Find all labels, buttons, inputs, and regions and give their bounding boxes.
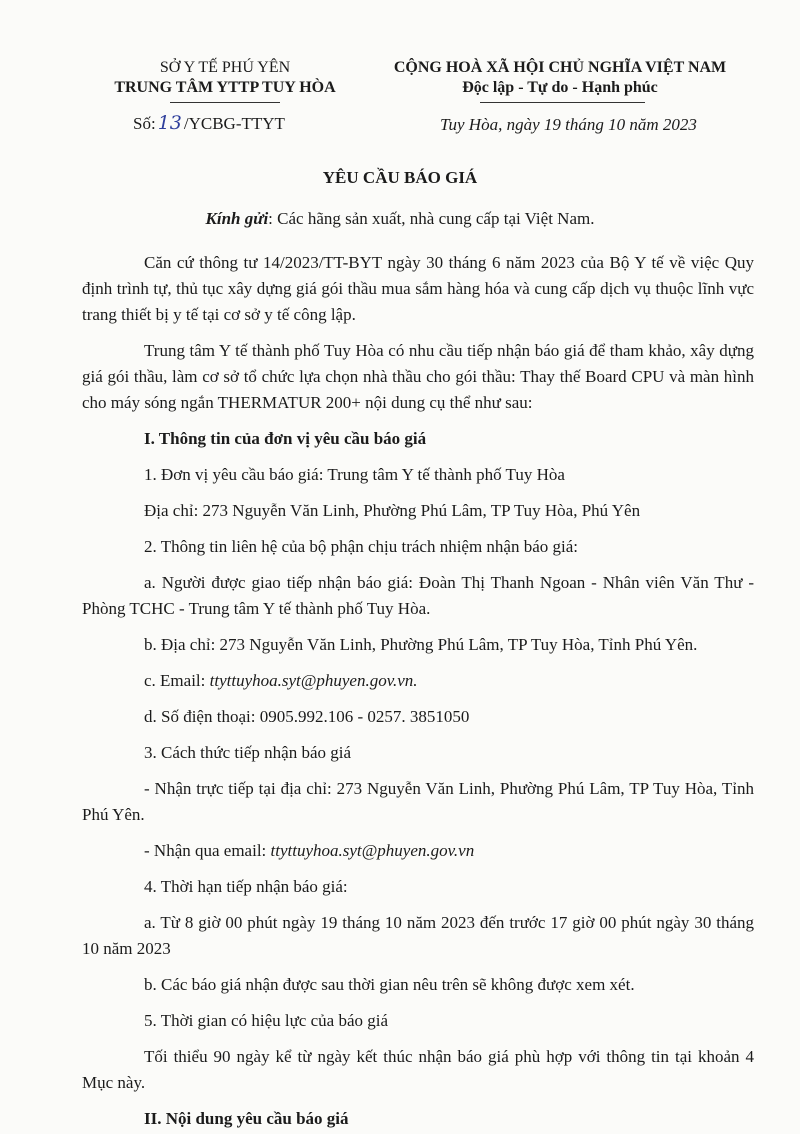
place-date: Tuy Hòa, ngày 19 tháng 10 năm 2023 — [440, 115, 697, 134]
document-number: Số: 13 /YCBG-TTYT — [133, 112, 285, 134]
motto-underline — [480, 102, 645, 103]
item-2a: a. Người được giao tiếp nhận báo giá: Đoàn Thị Thanh Ngoan - Nhân viên Văn Thư - Phòng TCHC - Trung tâm Y tế thành phố Tuy Hòa. — [82, 573, 754, 618]
item-4b: b. Các báo giá nhận được sau thời gian nêu trên sẽ không được xem xét. — [144, 975, 635, 994]
section-2-heading: II. Nội dung yêu cầu báo giá — [144, 1109, 349, 1128]
national-header — [375, 58, 745, 98]
item-2d: d. Số điện thoại: 0905.992.106 - 0257. 3851050 — [144, 707, 470, 726]
section-1-heading: I. Thông tin của đơn vị yêu cầu báo giá — [144, 429, 427, 448]
issuing-agency: TRUNG TÂM YTTP TUY HÒA — [114, 79, 336, 96]
salutation-recipients: : Các hãng sản xuất, nhà cung cấp tại Việt Nam. — [268, 209, 595, 228]
salutation — [0, 206, 800, 232]
salutation-label: Kính gửi — [205, 209, 269, 228]
requester-address: Địa chỉ: 273 Nguyễn Văn Linh, Phường Phú Lâm, TP Tuy Hòa, Phú Yên — [144, 501, 641, 520]
document-title: YÊU CẦU BÁO GIÁ — [322, 168, 478, 187]
item-1: 1. Đơn vị yêu cầu báo giá: Trung tâm Y tế thành phố Tuy Hòa — [144, 465, 565, 484]
item-3-email: - Nhận qua email: ttyttuyhoa.syt@phuyen.gov.vn — [144, 841, 475, 860]
parent-agency: SỞ Y TẾ PHÚ YÊN — [159, 59, 291, 76]
item-2b: b. Địa chỉ: 273 Nguyễn Văn Linh, Phường Phú Lâm, TP Tuy Hòa, Tỉnh Phú Yên. — [144, 635, 698, 654]
item-3-direct: - Nhận trực tiếp tại địa chỉ: 273 Nguyễn Văn Linh, Phường Phú Lâm, TP Tuy Hòa, Tỉnh Phú Yên. — [82, 779, 754, 824]
country-name: CỘNG HOÀ XÃ HỘI CHỦ NGHĨA VIỆT NAM — [393, 59, 727, 76]
item-2c: c. Email: ttyttuyhoa.syt@phuyen.gov.vn. — [144, 671, 418, 690]
item-4a: a. Từ 8 giờ 00 phút ngày 19 tháng 10 năm 2023 đến trước 17 giờ 00 phút ngày 30 tháng 10 năm 2023 — [82, 913, 754, 958]
paragraph-legal-basis: Căn cứ thông tư 14/2023/TT-BYT ngày 30 tháng 6 năm 2023 của Bộ Y tế về việc Quy định trình tự, thủ tục xây dựng giá gói thầu mua sắm hàng hóa và cung cấp dịch vụ thuộc lĩnh vực trang thiết bị y tế tại cơ sở y tế công lập. — [82, 253, 754, 324]
agency-underline — [170, 102, 280, 103]
item-5-text: Tối thiểu 90 ngày kể từ ngày kết thúc nhận báo giá phù hợp với thông tin tại khoản 4 Mục này. — [82, 1047, 754, 1092]
contact-email: ttyttuyhoa.syt@phuyen.gov.vn. — [209, 671, 418, 690]
item-3: 3. Cách thức tiếp nhận báo giá — [144, 743, 352, 762]
document-body — [82, 250, 754, 1132]
submission-email: ttyttuyhoa.syt@phuyen.gov.vn — [270, 841, 475, 860]
handwritten-number: 13 — [157, 112, 182, 134]
national-motto: Độc lập - Tự do - Hạnh phúc — [462, 79, 658, 96]
item-5: 5. Thời gian có hiệu lực của báo giá — [144, 1011, 389, 1030]
item-4: 4. Thời hạn tiếp nhận báo giá: — [144, 877, 348, 896]
paragraph-request: Trung tâm Y tế thành phố Tuy Hòa có nhu cầu tiếp nhận báo giá để tham khảo, xây dựng giá gói thầu, làm cơ sở tổ chức lựa chọn nhà thầu cho gói thầu: Thay thế Board CPU và màn hình cho máy sóng ngắn THERMATUR 200+ nội dung cụ thể như sau: — [82, 341, 754, 412]
item-2: 2. Thông tin liên hệ của bộ phận chịu trách nhiệm nhận báo giá: — [144, 537, 579, 556]
agency-header — [95, 58, 355, 98]
